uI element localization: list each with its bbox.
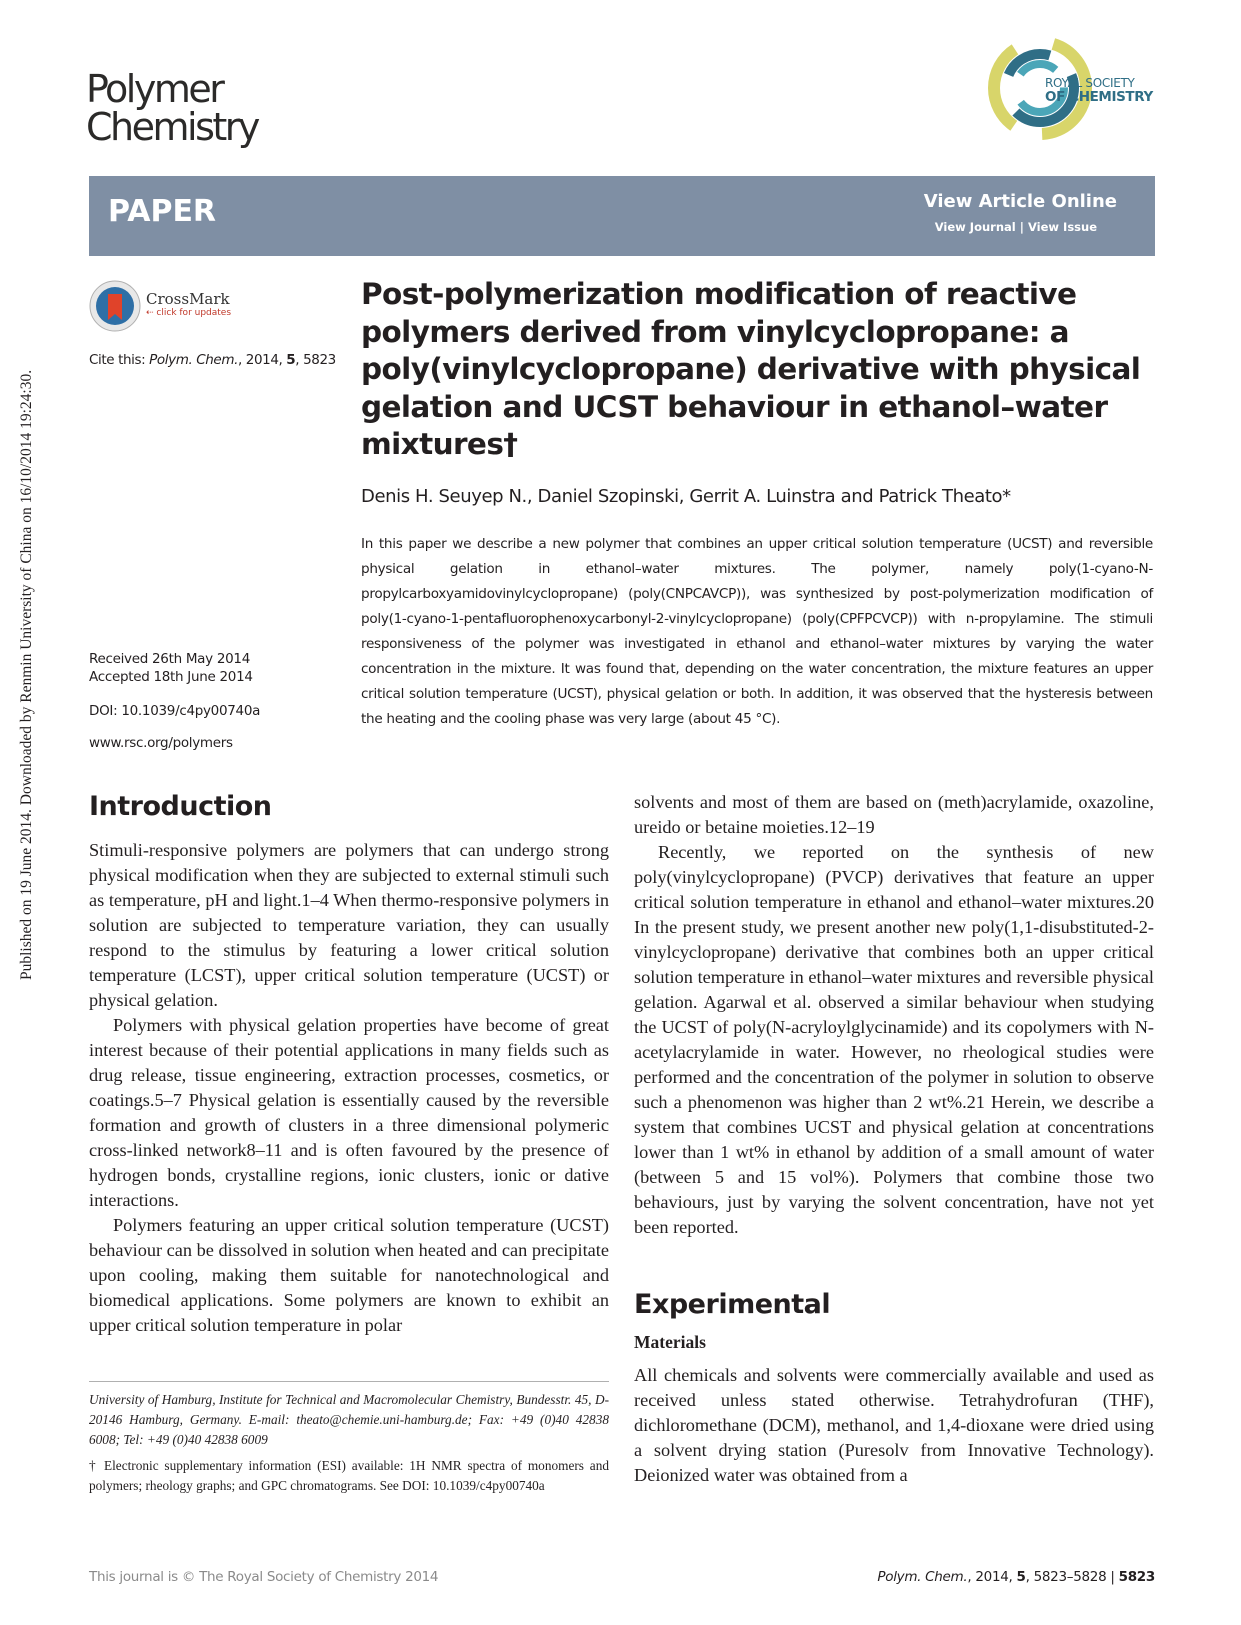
view-links-separator: | xyxy=(1019,220,1024,234)
crossmark-title: CrossMark xyxy=(146,290,230,308)
left-column xyxy=(89,790,609,1338)
journal-title-line2: Chemistry xyxy=(86,105,258,149)
publication-stamp: Published on 19 June 2014. Downloaded by Renmin University of China on 16/10/2014 19:24:30. xyxy=(18,369,35,980)
right-column xyxy=(634,790,1154,1488)
crossmark-label[interactable] xyxy=(146,290,231,318)
abstract: In this paper we describe a new polymer that combines an upper critical solution temperature (UCST) and reversible physical gelation in ethanol–water mixtures. The polymer, namely poly(1-cyano-N-propylcarboxyamidovinylcyclopropane) (poly(CNPCAVCP)), was synthesized by post-polymerization modification of poly(1-cyano-1-pentafluorophenoxycarbonyl-2-vinylcyclopropane) (poly(CPFPCVCP)) with n-propylamine. The stimuli responsiveness of the polymer was investigated in ethanol and ethanol–water mixtures by varying the water concentration in the mixture. It was found that, depending on the water concentration, the mixture features an upper critical solution temperature (UCST), physical gelation or both. In addition, it was observed that the hysteresis between the heating and the cooling phase was very large (about 45 °C). xyxy=(361,536,1153,727)
introduction-heading: Introduction xyxy=(89,791,272,822)
crossmark-subtitle: ⇠ click for updates xyxy=(146,308,232,318)
article-meta xyxy=(89,650,260,752)
intro-paragraph-1: Stimuli-responsive polymers are polymers that can undergo strong physical modification when they are subjected to external stimuli such as temperature, pH and light.1–4 When thermo-responsive polymers in solution are subjected to temperature variation, they can usually respond to the stimulus by featuring a lower critical solution temperature (LCST), upper critical solution temperature (UCST) or physical gelation. xyxy=(89,840,609,1010)
footer-copyright: This journal is © The Royal Society of Chemistry 2014 xyxy=(89,1569,439,1585)
view-article-online-link[interactable]: View Article Online xyxy=(923,191,1117,212)
author-list: Denis H. Seuyep N., Daniel Szopinski, Gerrit A. Luinstra and Patrick Theato* xyxy=(361,486,1011,507)
journal-title xyxy=(86,67,258,149)
arrow-left-icon: ⇠ xyxy=(146,308,154,318)
footer-separator: | xyxy=(1110,1569,1115,1585)
doi: DOI: 10.1039/c4py00740a xyxy=(89,703,261,719)
article-type-label: PAPER xyxy=(108,194,217,229)
view-journal-link[interactable]: View Journal xyxy=(934,220,1016,234)
footer-citation: Polym. Chem., 2014, 5, 5823–5828 | 5823 xyxy=(877,1569,1155,1585)
footnotes xyxy=(89,1390,609,1496)
article-header-bar xyxy=(89,176,1155,256)
intro-paragraph-4: solvents and most of them are based on (meth)acrylamide, oxazoline, ureido or betaine moieties.12–19 xyxy=(634,792,1154,837)
view-links xyxy=(935,220,1097,234)
affiliation-footnote: University of Hamburg, Institute for Technical and Macromolecular Chemistry, Bundesstr. 45, D-20146 Hamburg, Germany. E-mail: theato@chemie.uni-hamburg.de; Fax: +49 (0)40 42838 6008; Tel: +49 (0)40 42838 6009 xyxy=(89,1392,609,1447)
footnote-divider xyxy=(89,1381,609,1382)
citation: Cite this: Polym. Chem., 2014, 5, 5823 xyxy=(89,352,336,368)
experimental-heading: Experimental xyxy=(634,1289,831,1320)
experimental-paragraph-1: All chemicals and solvents were commercially available and used as received unless stated otherwise. Tetrahydrofuran (THF), dichloromethane (DCM), methanol, and 1,4-dioxane were dried using a solvent drying station (Puresolv from Innovative Technology). Deionized water was obtained from a xyxy=(634,1365,1154,1485)
journal-title-line1: Polymer xyxy=(86,67,223,111)
intro-paragraph-5: Recently, we reported on the synthesis of new poly(vinylcyclopropane) (PVCP) derivatives that feature an upper critical solution temperature in ethanol and ethanol–water mixtures.20 In the present study, we present another new poly(1,1-disubstituted-2-vinylcyclopropane) derivative that combines both an upper critical solution temperature in ethanol–water mixtures and reversible physical gelation. Agarwal et al. observed a similar behaviour when studying the UCST of poly(N-acryloylglycinamide) and its copolymers with N-acetylacrylamide in water. However, no rheological studies were performed and the concentration of the polymer in solution to observe such a phenomenon was higher than 2 wt%.21 Herein, we describe a system that combines UCST and physical gelation at concentrations lower than 1 wt% in ethanol by addition of a small amount of water (between 5 and 15 vol%). Polymers that combine those two behaviours, just by varying the solvent concentration, have not yet been reported. xyxy=(634,842,1154,1237)
page-number: 5823 xyxy=(1118,1569,1155,1585)
intro-paragraph-2: Polymers with physical gelation properties have become of great interest because of their potential applications in many fields such as drug release, tissue engineering, extraction processes, cosmetics, or coatings.5–7 Physical gelation is essentially caused by the reversible formation and growth of clusters in a three dimensional polymeric cross-linked network8–11 and is often favoured by the presence of hydrogen bonds, crystalline regions, ionic clusters, ionic or dative interactions. xyxy=(89,1015,609,1210)
materials-subheading: Materials xyxy=(634,1332,706,1352)
received-date: Received 26th May 2014 xyxy=(89,651,250,667)
article-title: Post-polymerization modification of reactive polymers derived from vinylcyclopropane: a poly(vinylcyclopropane) derivative with physical gelation and UCST behaviour in ethanol–water mixtures† xyxy=(361,277,1141,461)
journal-url-link[interactable]: www.rsc.org/polymers xyxy=(89,735,233,751)
accepted-date: Accepted 18th June 2014 xyxy=(89,669,253,685)
rsc-logo-text: ROYAL SOCIETY OF CHEMISTRY xyxy=(1045,76,1153,105)
esi-footnote: † Electronic supplementary information (ESI) available: 1H NMR spectra of monomers and polymers; rheology graphs; and GPC chromatograms. See DOI: 10.1039/c4py00740a xyxy=(89,1458,609,1493)
intro-paragraph-3: Polymers featuring an upper critical solution temperature (UCST) behaviour can be dissolved in solution when heated and can precipitate upon cooling, making them suitable for nanotechnological and biomedical applications. Some polymers are known to exhibit an upper critical solution temperature in polar xyxy=(89,1215,609,1335)
view-issue-link[interactable]: View Issue xyxy=(1027,220,1097,234)
